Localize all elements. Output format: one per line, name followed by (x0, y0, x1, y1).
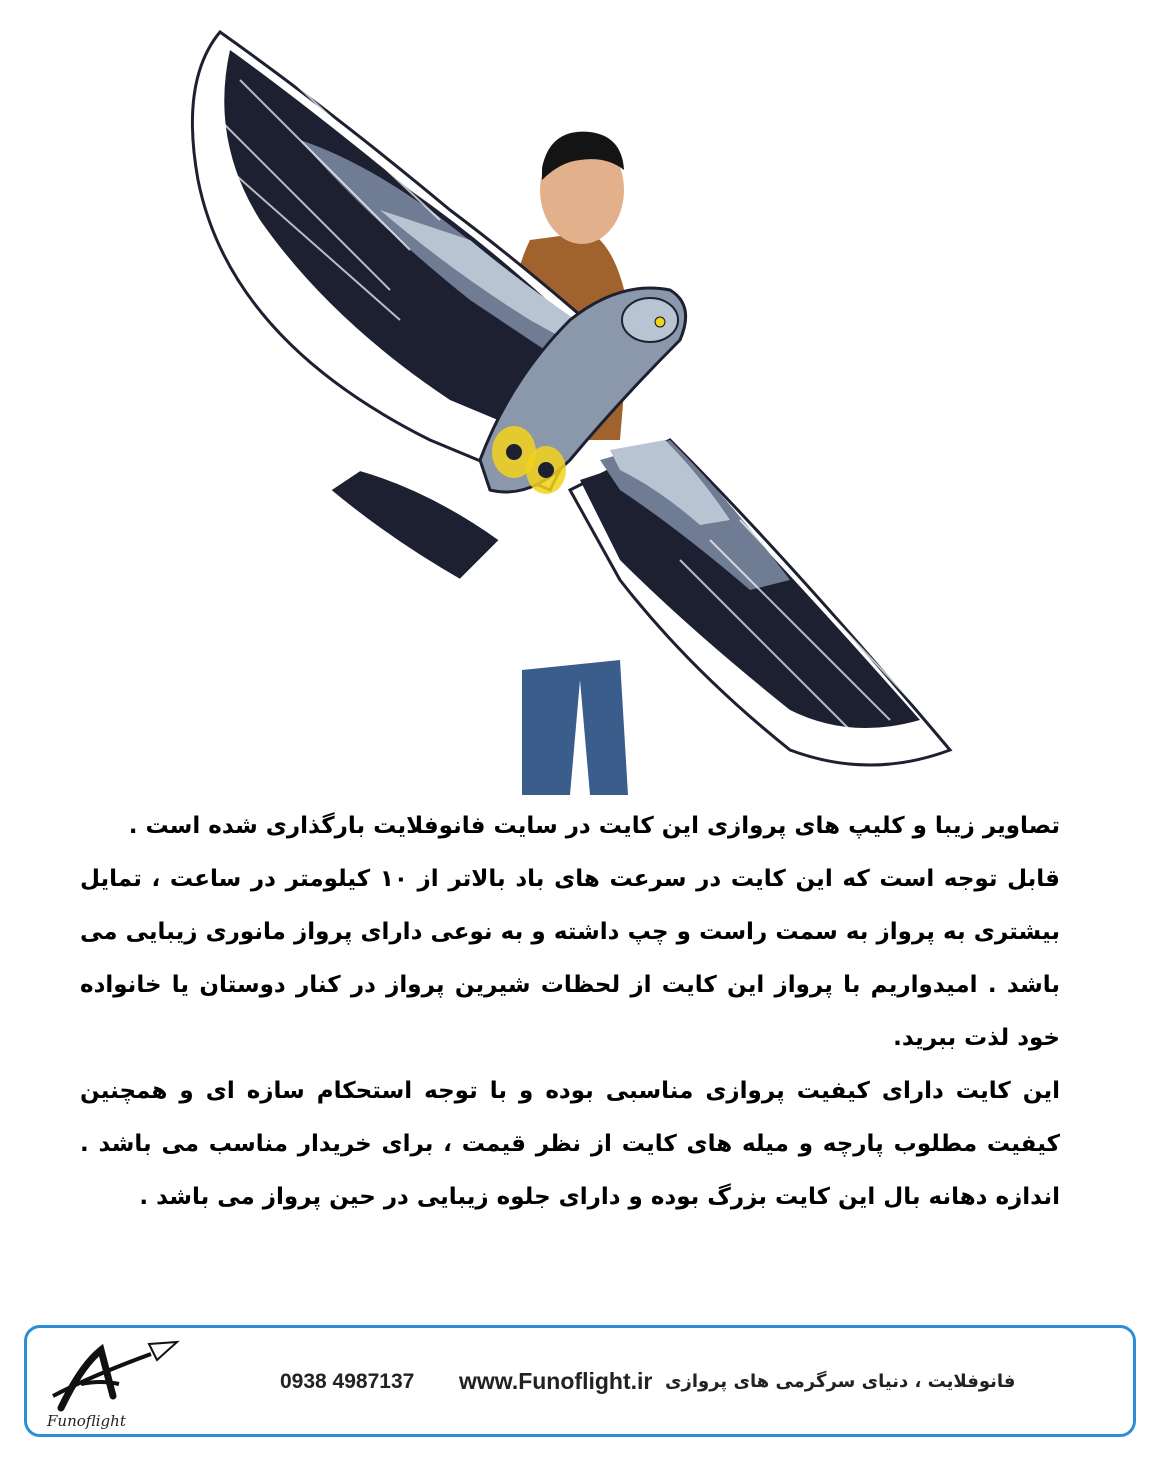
phone-number: 0938 4987137 (280, 1370, 415, 1393)
website-link[interactable]: www.Funoflight.ir (459, 1368, 653, 1394)
logo-wordmark: Funoflight (47, 1412, 126, 1430)
eagle-kite-photo (150, 20, 970, 795)
article-paragraph: این کایت دارای کیفیت پروازی مناسبی بوده و با توجه استحکام سازه ای و همچنین کیفیت مطلوب پارچه و میله های کایت از نظر قیمت ، برای خریدار مناسب می باشد . اندازه دهانه بال این کایت بزرگ بوده و دارای جلوه زیبایی در حین پرواز می باشد . (80, 1078, 1060, 1210)
article-body (80, 800, 1060, 1224)
footer-banner (24, 1325, 1136, 1437)
kite-tail (330, 470, 500, 580)
footer-slogan: فانوفلایت ، دنیای سرگرمی های پروازی (665, 1371, 1016, 1392)
article-paragraph: تصاویر زیبا و کلیپ های پروازی این کایت در سایت فانوفلایت بارگذاری شده است . (128, 813, 1060, 839)
kite-right-wing (570, 440, 950, 765)
article-paragraph: قابل توجه است که این کایت در سرعت های باد بالاتر از ۱۰ کیلومتر در ساعت ، تمایل بیشتری به پرواز به سمت راست و چپ داشته و به نوعی دارای پرواز مانوری زیبایی می باشد . امیدواریم با پرواز این کایت از لحظات شیرین پرواز در کنار دوستان یا خانواده خود لذت ببرید. (80, 866, 1060, 1051)
